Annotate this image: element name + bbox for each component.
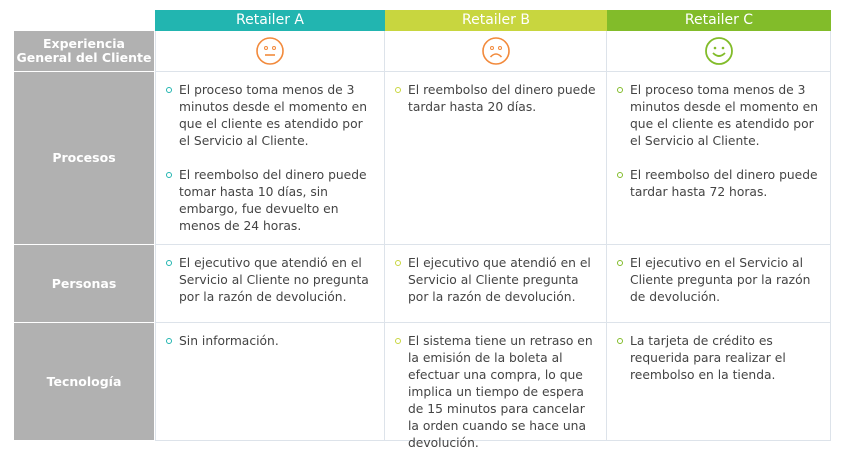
procesos-c [607,72,831,245]
row-label-procesos: Procesos [14,72,154,244]
sad-face-icon [481,36,511,66]
personas-b [385,245,607,323]
experience-b [385,31,607,72]
list-item: El sistema tiene un retraso en la emisión de la boleta al efectuar una compra, lo que implica un tiempo de espera de 15 minutos para cancelar la orden cuando se hace una devolución. [395,333,596,452]
list-item: La tarjeta de crédito es requerida para realizar el reembolso en la tienda. [617,333,820,384]
neutral-face-icon [255,36,285,66]
row-label-tecnologia: Tecnología [14,323,154,440]
procesos-b [385,72,607,245]
list-item: El reembolso del dinero puede tardar hasta 72 horas. [617,167,820,201]
row-label-personas: Personas [14,245,154,322]
tecnologia-c [607,323,831,441]
tecnologia-b [385,323,607,450]
list-item: El ejecutivo en el Servicio al Cliente pregunta por la razón de devolución. [617,255,820,306]
list-item: El proceso toma menos de 3 minutos desde el momento en que el cliente es atendido por el Servicio al Cliente. [166,82,374,150]
list-item: El reembolso del dinero puede tomar hasta 10 días, sin embargo, fue devuelto en menos de 24 horas. [166,167,374,235]
procesos-a [155,72,385,245]
header-retailer-a: Retailer A [155,10,385,31]
happy-face-icon [704,36,734,66]
row-label-experiencia: Experiencia General del Cliente [14,31,154,71]
list-item: El ejecutivo que atendió en el Servicio al Cliente no pregunta por la razón de devolución. [166,255,374,306]
personas-a [155,245,385,323]
experience-a [155,31,385,72]
personas-c [607,245,831,323]
header-retailer-c: Retailer C [607,10,831,31]
tecnologia-a [155,323,385,441]
list-item: El reembolso del dinero puede tardar hasta 20 días. [395,82,596,116]
experience-c [607,31,831,72]
header-retailer-b: Retailer B [385,10,607,31]
list-item: Sin información. [166,333,374,350]
list-item: El proceso toma menos de 3 minutos desde el momento en que el cliente es atendido por el Servicio al Cliente. [617,82,820,150]
list-item: El ejecutivo que atendió en el Servicio al Cliente pregunta por la razón de devolución. [395,255,596,306]
